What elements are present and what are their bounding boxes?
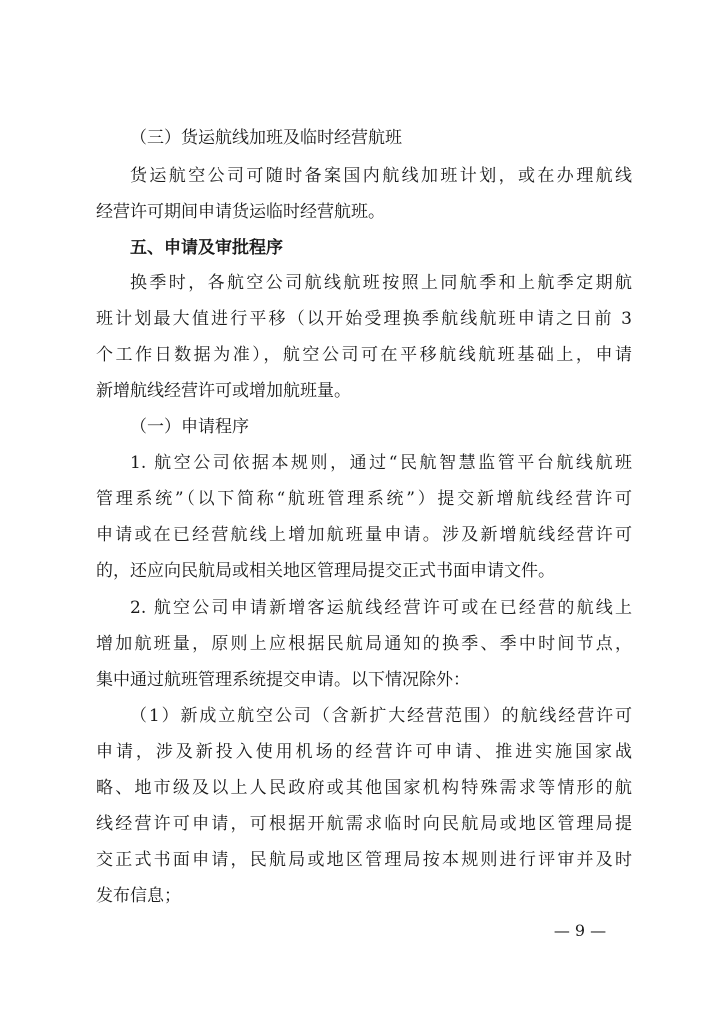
page-number: — 9 — (553, 921, 607, 940)
item-2-1-line-2: 申请，涉及新投入使用机场的经营许可申请、推进实施国家战 (96, 742, 632, 762)
paragraph-cargo-line-2: 经营许可期间申请货运临时经营航班。 (96, 202, 385, 222)
item-1-line-3: 申请或在已经营航线上增加航班量申请。涉及新增航线经营许可 (96, 525, 632, 545)
item-2-line-3: 集中通过航班管理系统提交申请。以下情况除外： (96, 670, 470, 690)
subsection-1-heading: （一）申请程序 (130, 417, 249, 437)
paragraph-season-line-1: 换季时，各航空公司航线航班按照上同航季和上航季定期航 (130, 273, 632, 293)
section-5-heading: 五、申请及审批程序 (130, 238, 283, 258)
item-1-line-1: 1. 航空公司依据本规则，通过“民航智慧监管平台航线航班 (130, 453, 632, 473)
paragraph-season-line-3: 个工作日数据为准），航空公司可在平移航线航班基础上，申请 (96, 345, 632, 365)
section-3-heading: （三）货运航线加班及临时经营航班 (130, 128, 402, 148)
item-2-line-2: 增加航班量，原则上应根据民航局通知的换季、季中时间节点， (96, 634, 632, 654)
item-2-1-line-3: 略、地市级及以上人民政府或其他国家机构特殊需求等情形的航 (96, 778, 632, 798)
paragraph-cargo-line-1: 货运航空公司可随时备案国内航线加班计划，或在办理航线 (130, 166, 632, 186)
item-1-line-2: 管理系统”（以下简称“航班管理系统”）提交新增航线经营许可 (96, 489, 632, 509)
item-2-line-1: 2. 航空公司申请新增客运航线经营许可或在已经营的航线上 (130, 598, 632, 618)
paragraph-season-line-2: 班计划最大值进行平移（以开始受理换季航线航班申请之日前 3 (96, 309, 632, 329)
paragraph-season-line-4: 新增航线经营许可或增加航班量。 (96, 381, 351, 401)
item-2-1-line-4: 线经营许可申请，可根据开航需求临时向民航局或地区管理局提 (96, 814, 632, 834)
item-2-1-line-1: （1）新成立航空公司（含新扩大经营范围）的航线经营许可 (130, 706, 632, 726)
item-2-1-line-5: 交正式书面申请，民航局或地区管理局按本规则进行评审并及时 (96, 850, 632, 870)
item-2-1-line-6: 发布信息； (96, 886, 181, 906)
item-1-line-4: 的，还应向民航局或相关地区管理局提交正式书面申请文件。 (96, 561, 555, 581)
